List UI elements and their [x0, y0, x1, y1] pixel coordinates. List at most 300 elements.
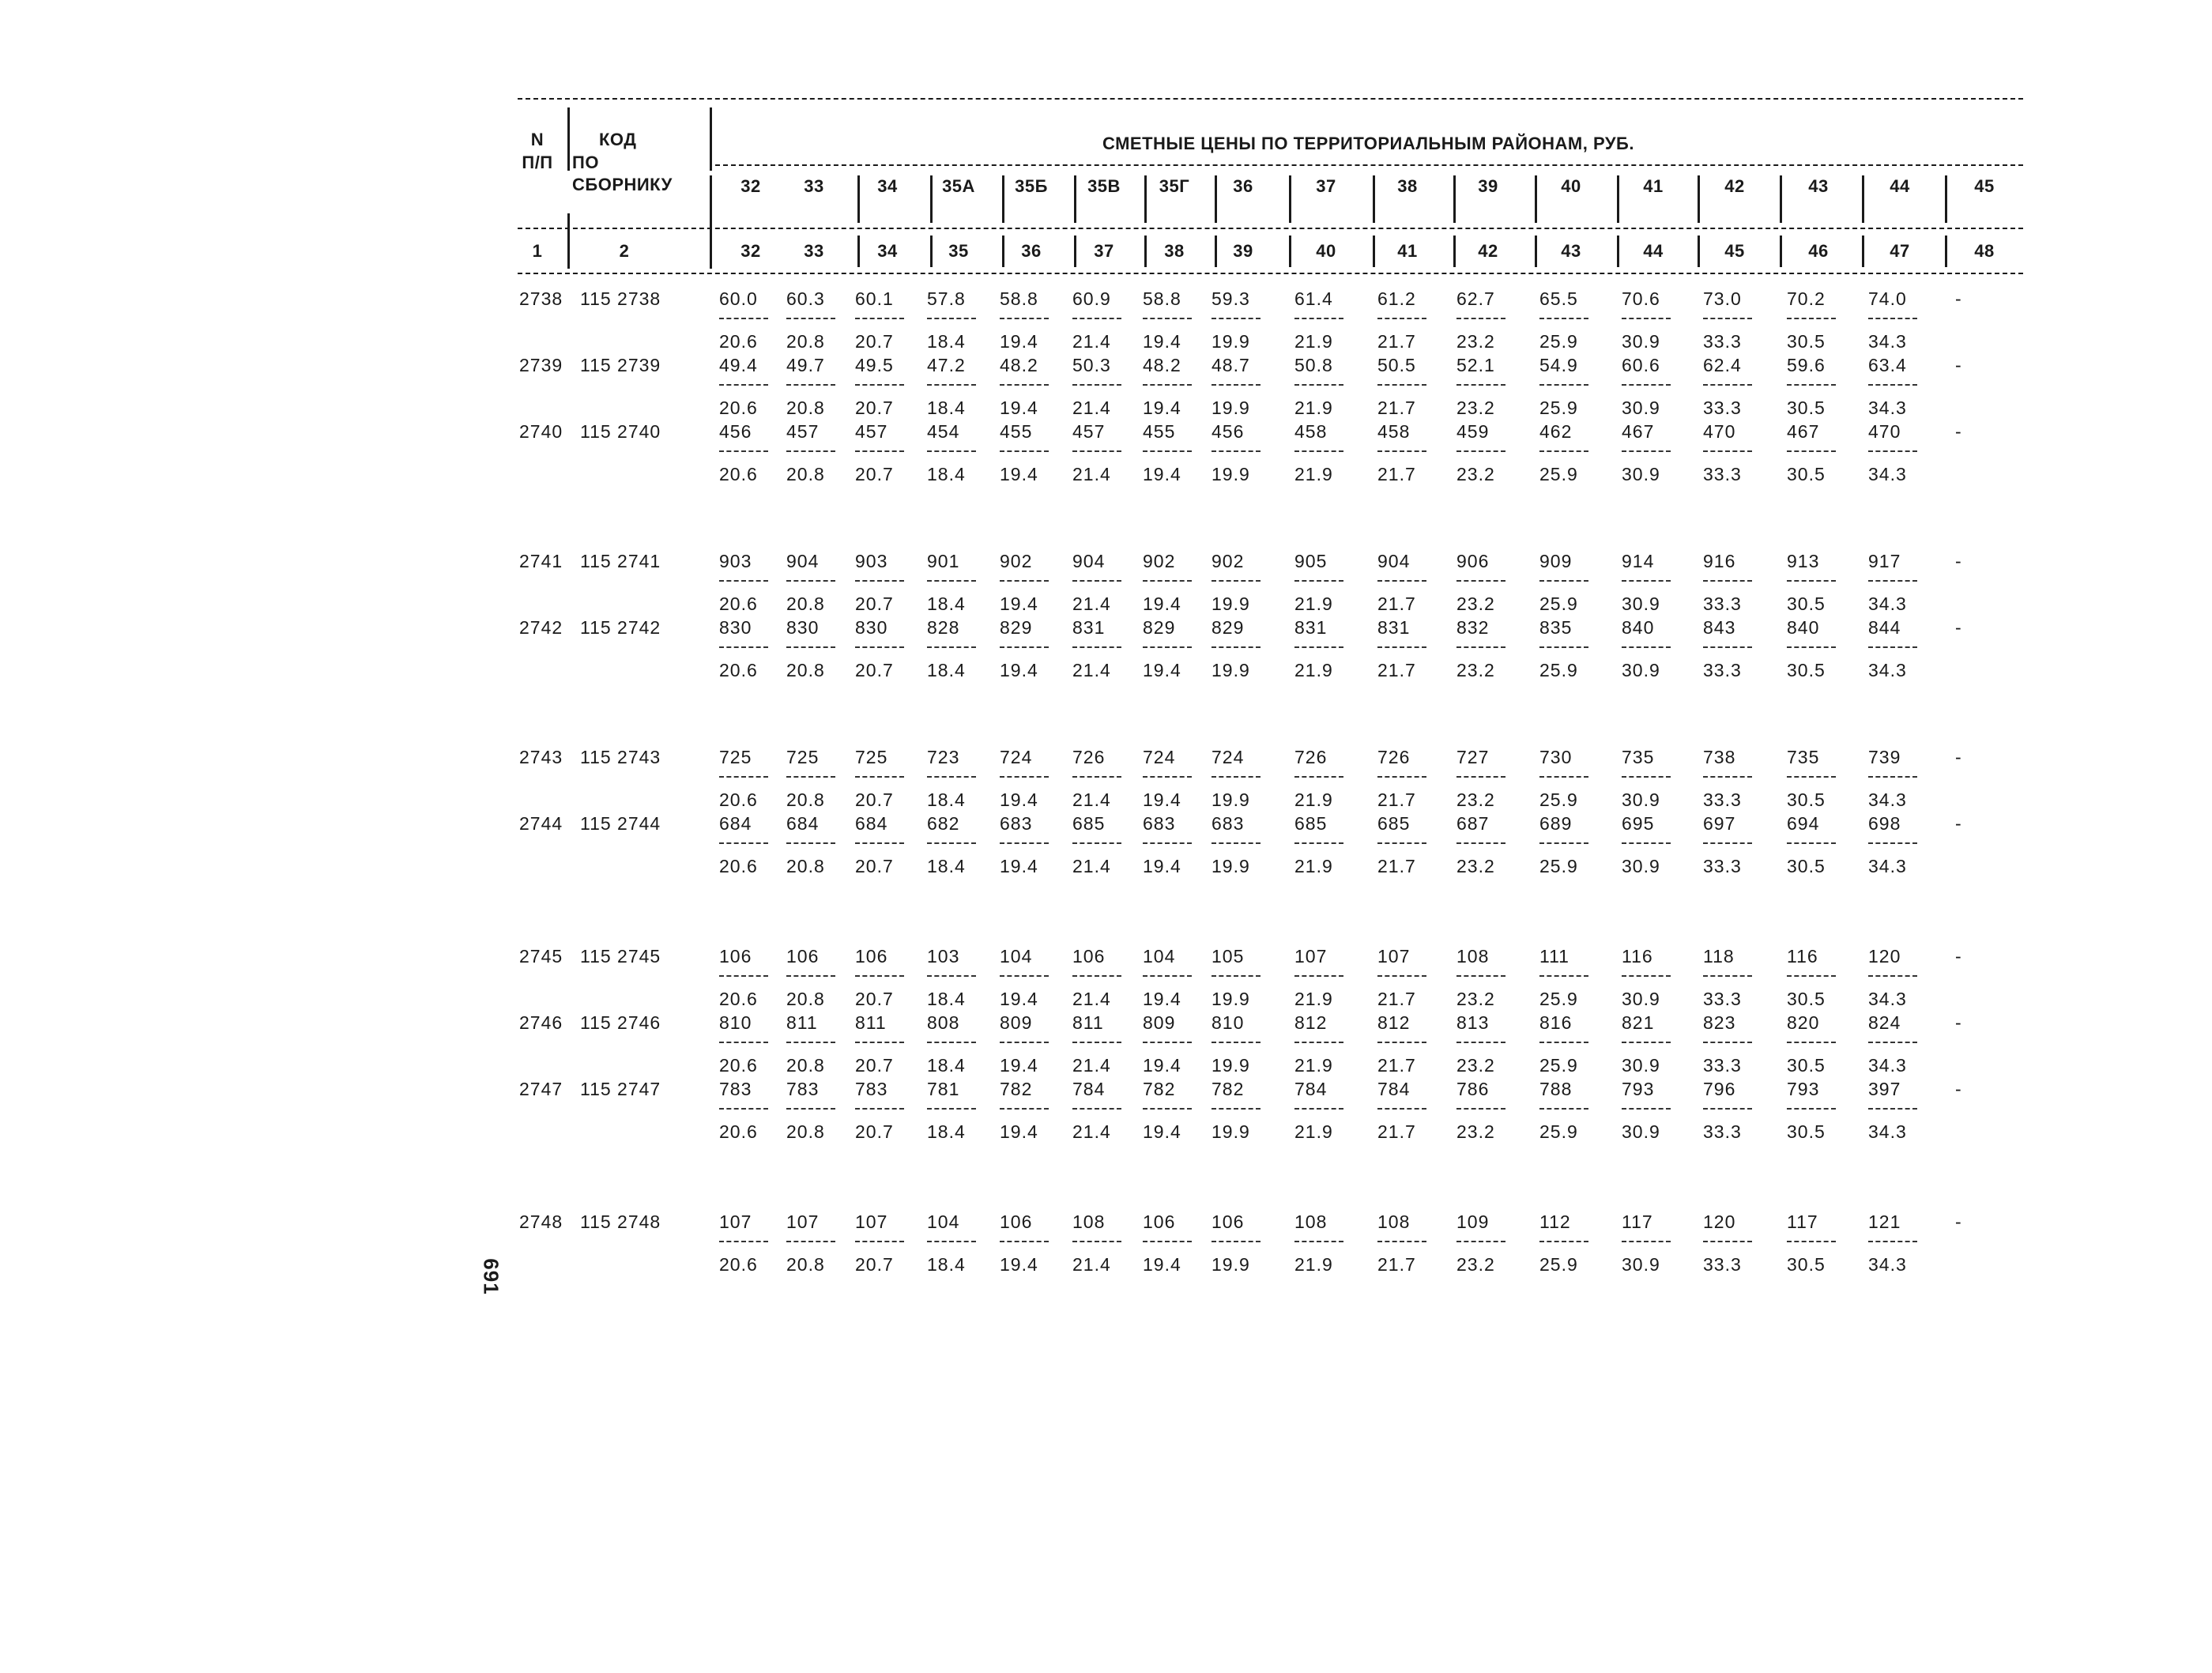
fraction-bar — [855, 975, 904, 977]
fraction-bar — [855, 1241, 904, 1242]
price-value: 901 — [927, 551, 960, 571]
wage-value: 34.3 — [1868, 660, 1907, 680]
wage-value: 23.2 — [1456, 1055, 1495, 1076]
fraction-bar — [1539, 842, 1588, 844]
fraction-bar — [1000, 646, 1049, 648]
price-value: 906 — [1456, 551, 1490, 571]
wage-value: 30.9 — [1622, 398, 1660, 418]
wage-value: 19.4 — [1143, 398, 1181, 418]
fraction-bar — [927, 384, 976, 386]
price-value: 52.1 — [1456, 355, 1495, 375]
header-divider — [710, 107, 712, 171]
price-value: 725 — [855, 747, 888, 767]
fraction-bar — [1377, 1042, 1426, 1043]
price-value: 60.3 — [786, 288, 825, 309]
price-value: 59.6 — [1787, 355, 1826, 375]
wage-value: 19.4 — [1143, 1121, 1181, 1142]
price-value: 812 — [1377, 1012, 1411, 1033]
price-value: 829 — [1143, 617, 1176, 638]
wage-value: 19.9 — [1212, 464, 1250, 484]
price-value: 739 — [1868, 747, 1901, 767]
price-value: 844 — [1868, 617, 1901, 638]
fraction-bar — [855, 580, 904, 582]
fraction-bar — [1072, 842, 1121, 844]
wage-value: 25.9 — [1539, 660, 1578, 680]
header-divider — [710, 175, 712, 269]
wage-value: 20.7 — [855, 331, 894, 352]
column-index: 35 — [948, 241, 969, 261]
price-value: 783 — [786, 1079, 820, 1099]
price-value: 111 — [1539, 946, 1570, 966]
wage-value: 25.9 — [1539, 1055, 1578, 1076]
price-value: 829 — [1000, 617, 1033, 638]
wage-value: 20.6 — [719, 789, 758, 810]
fraction-bar — [719, 384, 768, 386]
price-value: 793 — [1787, 1079, 1820, 1099]
district-label: 33 — [804, 176, 824, 196]
fraction-bar — [1143, 1042, 1192, 1043]
wage-value: 21.7 — [1377, 660, 1416, 680]
row-number: 2738 — [519, 288, 563, 309]
price-value: 60.9 — [1072, 288, 1111, 309]
fraction-bar — [1787, 1108, 1836, 1110]
price-value: 810 — [719, 1012, 752, 1033]
header-title-rule — [715, 164, 2023, 166]
column-index: 45 — [1724, 241, 1745, 261]
price-value: 724 — [1143, 747, 1176, 767]
fraction-bar — [1868, 318, 1917, 319]
wage-value: 20.7 — [855, 660, 894, 680]
wage-value: 18.4 — [927, 1121, 966, 1142]
wage-value: 23.2 — [1456, 856, 1495, 876]
wage-value: 25.9 — [1539, 789, 1578, 810]
wage-value: 19.4 — [1143, 660, 1181, 680]
fraction-bar — [1294, 842, 1343, 844]
column-index: 42 — [1478, 241, 1498, 261]
wage-value: 21.4 — [1072, 331, 1111, 352]
fraction-bar — [1377, 450, 1426, 452]
fraction-bar — [1072, 450, 1121, 452]
price-value: 106 — [1143, 1211, 1176, 1232]
district-label: 35В — [1087, 176, 1121, 196]
price-value: 457 — [855, 421, 888, 442]
column-divider — [1698, 236, 1700, 267]
fraction-bar — [1377, 776, 1426, 778]
fraction-bar — [1703, 975, 1752, 977]
wage-value: 21.7 — [1377, 789, 1416, 810]
column-index: 33 — [804, 241, 824, 261]
price-value: 61.4 — [1294, 288, 1333, 309]
fraction-bar — [855, 384, 904, 386]
price-value: 48.2 — [1143, 355, 1181, 375]
fraction-bar — [1143, 450, 1192, 452]
wage-value: 20.6 — [719, 1121, 758, 1142]
row-code: 115 2748 — [580, 1211, 661, 1232]
wage-value: 20.6 — [719, 464, 758, 484]
price-value: 118 — [1703, 946, 1735, 966]
fraction-bar — [1868, 1241, 1917, 1242]
price-value: 796 — [1703, 1079, 1736, 1099]
wage-value: 21.7 — [1377, 464, 1416, 484]
wage-value: 33.3 — [1703, 593, 1742, 614]
column-divider — [1453, 236, 1456, 267]
fraction-bar — [719, 450, 768, 452]
wage-value: 25.9 — [1539, 989, 1578, 1009]
price-value: 120 — [1868, 946, 1901, 966]
price-value: 783 — [719, 1079, 752, 1099]
wage-value: 21.7 — [1377, 1121, 1416, 1142]
fraction-bar — [855, 646, 904, 648]
wage-value: 30.5 — [1787, 1121, 1826, 1142]
wage-value: 21.9 — [1294, 593, 1333, 614]
fraction-bar — [786, 450, 835, 452]
fraction-bar — [1143, 384, 1192, 386]
price-value: 697 — [1703, 813, 1736, 834]
fraction-bar — [1703, 450, 1752, 452]
district-label: 43 — [1808, 176, 1829, 196]
wage-value: 20.7 — [855, 1121, 894, 1142]
fraction-bar — [719, 318, 768, 319]
wage-value: 19.4 — [1143, 989, 1181, 1009]
wage-value: 19.4 — [1000, 593, 1038, 614]
price-value: 828 — [927, 617, 960, 638]
fraction-bar — [1143, 318, 1192, 319]
wage-value: 33.3 — [1703, 856, 1742, 876]
wage-value: 33.3 — [1703, 660, 1742, 680]
price-value: 830 — [855, 617, 888, 638]
last-column-dash: - — [1955, 1211, 1962, 1232]
price-value: 107 — [786, 1211, 820, 1232]
wage-value: 19.4 — [1000, 1121, 1038, 1142]
column-index: 32 — [740, 241, 761, 261]
fraction-bar — [1000, 384, 1049, 386]
row-code: 115 2739 — [580, 355, 661, 375]
wage-value: 19.4 — [1000, 856, 1038, 876]
fraction-bar — [786, 646, 835, 648]
wage-value: 21.9 — [1294, 789, 1333, 810]
column-divider — [1617, 236, 1619, 267]
wage-value: 21.9 — [1294, 398, 1333, 418]
wage-value: 30.5 — [1787, 331, 1826, 352]
price-value: 454 — [927, 421, 960, 442]
price-value: 121 — [1868, 1211, 1901, 1232]
price-value: 107 — [1294, 946, 1328, 966]
column-index: 44 — [1643, 241, 1664, 261]
price-value: 397 — [1868, 1079, 1901, 1099]
fraction-bar — [1072, 975, 1121, 977]
price-value: 65.5 — [1539, 288, 1578, 309]
wage-value: 23.2 — [1456, 1121, 1495, 1142]
fraction-bar — [1000, 1108, 1049, 1110]
fraction-bar — [1294, 384, 1343, 386]
price-value: 904 — [1377, 551, 1411, 571]
fraction-bar — [719, 975, 768, 977]
price-value: 106 — [1212, 1211, 1245, 1232]
price-value: 840 — [1787, 617, 1820, 638]
column-divider — [1535, 236, 1537, 267]
price-value: 54.9 — [1539, 355, 1578, 375]
wage-value: 19.9 — [1212, 593, 1250, 614]
fraction-bar — [1000, 318, 1049, 319]
column-index: 34 — [877, 241, 898, 261]
wage-value: 19.9 — [1212, 789, 1250, 810]
fraction-bar — [1072, 318, 1121, 319]
wage-value: 21.7 — [1377, 1055, 1416, 1076]
wage-value: 19.9 — [1212, 660, 1250, 680]
fraction-bar — [1703, 1241, 1752, 1242]
wage-value: 21.7 — [1377, 856, 1416, 876]
price-value: 694 — [1787, 813, 1820, 834]
fraction-bar — [1539, 646, 1588, 648]
price-value: 811 — [1072, 1012, 1104, 1033]
wage-value: 20.8 — [786, 593, 825, 614]
fraction-bar — [855, 1042, 904, 1043]
wage-value: 25.9 — [1539, 856, 1578, 876]
fraction-bar — [1294, 318, 1343, 319]
fraction-bar — [786, 1108, 835, 1110]
price-value: 808 — [927, 1012, 960, 1033]
wage-value: 23.2 — [1456, 593, 1495, 614]
fraction-bar — [1072, 384, 1121, 386]
wage-value: 34.3 — [1868, 593, 1907, 614]
header-mid-rule — [518, 228, 2023, 229]
wage-value: 21.7 — [1377, 398, 1416, 418]
last-column-dash: - — [1955, 1012, 1962, 1033]
fraction-bar — [1868, 842, 1917, 844]
price-value: 116 — [1787, 946, 1818, 966]
price-value: 683 — [1000, 813, 1033, 834]
fraction-bar — [1143, 1241, 1192, 1242]
price-value: 62.4 — [1703, 355, 1742, 375]
wage-value: 23.2 — [1456, 989, 1495, 1009]
wage-value: 20.6 — [719, 331, 758, 352]
fraction-bar — [719, 1108, 768, 1110]
fraction-bar — [1787, 776, 1836, 778]
price-value: 904 — [1072, 551, 1106, 571]
row-number: 2744 — [519, 813, 563, 834]
price-value: 107 — [1377, 946, 1411, 966]
column-divider — [1862, 236, 1864, 267]
district-label: 41 — [1643, 176, 1664, 196]
price-value: 62.7 — [1456, 288, 1495, 309]
fraction-bar — [927, 1108, 976, 1110]
price-value: 60.1 — [855, 288, 894, 309]
price-value: 689 — [1539, 813, 1573, 834]
last-column-dash: - — [1955, 288, 1962, 309]
row-code: 115 2743 — [580, 747, 661, 767]
wage-value: 19.4 — [1000, 464, 1038, 484]
fraction-bar — [1377, 1241, 1426, 1242]
price-value: 793 — [1622, 1079, 1655, 1099]
wage-value: 30.5 — [1787, 989, 1826, 1009]
price-value: 916 — [1703, 551, 1736, 571]
fraction-bar — [1539, 1241, 1588, 1242]
fraction-bar — [1539, 1108, 1588, 1110]
fraction-bar — [1868, 1042, 1917, 1043]
wage-value: 30.5 — [1787, 789, 1826, 810]
district-label: 40 — [1561, 176, 1581, 196]
fraction-bar — [1622, 318, 1671, 319]
price-value: 57.8 — [927, 288, 966, 309]
wage-value: 33.3 — [1703, 464, 1742, 484]
fraction-bar — [1703, 580, 1752, 582]
fraction-bar — [927, 1241, 976, 1242]
price-value: 809 — [1000, 1012, 1033, 1033]
fraction-bar — [1622, 842, 1671, 844]
fraction-bar — [1456, 1108, 1505, 1110]
fraction-bar — [1000, 975, 1049, 977]
wage-value: 21.9 — [1294, 1121, 1333, 1142]
wage-value: 30.9 — [1622, 464, 1660, 484]
price-value: 683 — [1212, 813, 1245, 834]
wage-value: 19.4 — [1143, 1254, 1181, 1275]
price-value: 735 — [1787, 747, 1820, 767]
wage-value: 21.4 — [1072, 1055, 1111, 1076]
last-column-dash: - — [1955, 813, 1962, 834]
price-value: 455 — [1000, 421, 1033, 442]
price-value: 117 — [1787, 1211, 1818, 1232]
price-value: 48.2 — [1000, 355, 1038, 375]
wage-value: 25.9 — [1539, 464, 1578, 484]
fraction-bar — [1072, 1241, 1121, 1242]
wage-value: 34.3 — [1868, 398, 1907, 418]
wage-value: 30.5 — [1787, 398, 1826, 418]
wage-value: 20.8 — [786, 331, 825, 352]
wage-value: 20.7 — [855, 789, 894, 810]
fraction-bar — [1622, 384, 1671, 386]
district-label: 35Б — [1015, 176, 1048, 196]
fraction-bar — [1539, 384, 1588, 386]
page-number: 691 — [479, 1258, 503, 1295]
fraction-bar — [1622, 1241, 1671, 1242]
last-column-dash: - — [1955, 551, 1962, 571]
fraction-bar — [786, 384, 835, 386]
fraction-bar — [1456, 975, 1505, 977]
header-sbornik-label: СБОРНИКУ — [572, 175, 673, 194]
fraction-bar — [1622, 1042, 1671, 1043]
fraction-bar — [1703, 776, 1752, 778]
column-index: 40 — [1316, 241, 1336, 261]
wage-value: 25.9 — [1539, 331, 1578, 352]
wage-value: 18.4 — [927, 593, 966, 614]
price-value: 820 — [1787, 1012, 1820, 1033]
price-value: 684 — [719, 813, 752, 834]
fraction-bar — [1000, 1042, 1049, 1043]
fraction-bar — [1539, 450, 1588, 452]
district-label: 32 — [740, 176, 761, 196]
price-value: 70.2 — [1787, 288, 1826, 309]
wage-value: 21.9 — [1294, 331, 1333, 352]
column-index: 46 — [1808, 241, 1829, 261]
price-value: 47.2 — [927, 355, 966, 375]
price-value: 816 — [1539, 1012, 1573, 1033]
price-value: 684 — [786, 813, 820, 834]
fraction-bar — [1456, 318, 1505, 319]
wage-value: 23.2 — [1456, 660, 1495, 680]
price-value: 821 — [1622, 1012, 1655, 1033]
price-value: 470 — [1703, 421, 1736, 442]
row-code: 115 2741 — [580, 551, 661, 571]
wage-value: 33.3 — [1703, 1254, 1742, 1275]
fraction-bar — [1868, 646, 1917, 648]
price-value: 903 — [855, 551, 888, 571]
wage-value: 18.4 — [927, 331, 966, 352]
price-value: 698 — [1868, 813, 1901, 834]
price-value: 456 — [1212, 421, 1245, 442]
wage-value: 21.7 — [1377, 989, 1416, 1009]
column-index: 41 — [1397, 241, 1418, 261]
wage-value: 18.4 — [927, 1055, 966, 1076]
wage-value: 19.4 — [1143, 593, 1181, 614]
price-value: 905 — [1294, 551, 1328, 571]
fraction-bar — [1622, 975, 1671, 977]
row-number: 2741 — [519, 551, 563, 571]
fraction-bar — [1143, 580, 1192, 582]
wage-value: 25.9 — [1539, 1121, 1578, 1142]
price-value: 685 — [1072, 813, 1106, 834]
fraction-bar — [1456, 450, 1505, 452]
wage-value: 23.2 — [1456, 1254, 1495, 1275]
fraction-bar — [719, 776, 768, 778]
price-value: 50.8 — [1294, 355, 1333, 375]
fraction-bar — [786, 1241, 835, 1242]
wage-value: 25.9 — [1539, 593, 1578, 614]
fraction-bar — [1703, 318, 1752, 319]
price-value: 781 — [927, 1079, 960, 1099]
fraction-bar — [1539, 318, 1588, 319]
wage-value: 30.9 — [1622, 660, 1660, 680]
wage-value: 19.4 — [1000, 398, 1038, 418]
price-value: 116 — [1622, 946, 1653, 966]
fraction-bar — [855, 318, 904, 319]
fraction-bar — [1000, 450, 1049, 452]
price-value: 59.3 — [1212, 288, 1250, 309]
wage-value: 21.9 — [1294, 856, 1333, 876]
fraction-bar — [1072, 1042, 1121, 1043]
fraction-bar — [1294, 580, 1343, 582]
wage-value: 19.9 — [1212, 989, 1250, 1009]
wage-value: 20.8 — [786, 464, 825, 484]
last-column-dash: - — [1955, 617, 1962, 638]
column-index: 47 — [1890, 241, 1910, 261]
row-code: 115 2738 — [580, 288, 661, 309]
fraction-bar — [1868, 776, 1917, 778]
fraction-bar — [1212, 842, 1261, 844]
fraction-bar — [1294, 776, 1343, 778]
header-bottom-rule — [518, 273, 2023, 274]
price-value: 684 — [855, 813, 888, 834]
price-value: 470 — [1868, 421, 1901, 442]
column-divider — [1373, 236, 1375, 267]
price-value: 782 — [1143, 1079, 1176, 1099]
wage-value: 30.9 — [1622, 989, 1660, 1009]
wage-value: 30.5 — [1787, 593, 1826, 614]
row-number: 2745 — [519, 946, 563, 966]
price-value: 831 — [1294, 617, 1328, 638]
wage-value: 30.9 — [1622, 1254, 1660, 1275]
price-value: 50.5 — [1377, 355, 1416, 375]
fraction-bar — [927, 975, 976, 977]
price-value: 683 — [1143, 813, 1176, 834]
price-value: 727 — [1456, 747, 1490, 767]
price-value: 106 — [855, 946, 888, 966]
column-divider — [1945, 175, 1947, 223]
price-value: 457 — [786, 421, 820, 442]
district-label: 38 — [1397, 176, 1418, 196]
fraction-bar — [1622, 580, 1671, 582]
fraction-bar — [1000, 842, 1049, 844]
column-divider — [1780, 175, 1782, 223]
